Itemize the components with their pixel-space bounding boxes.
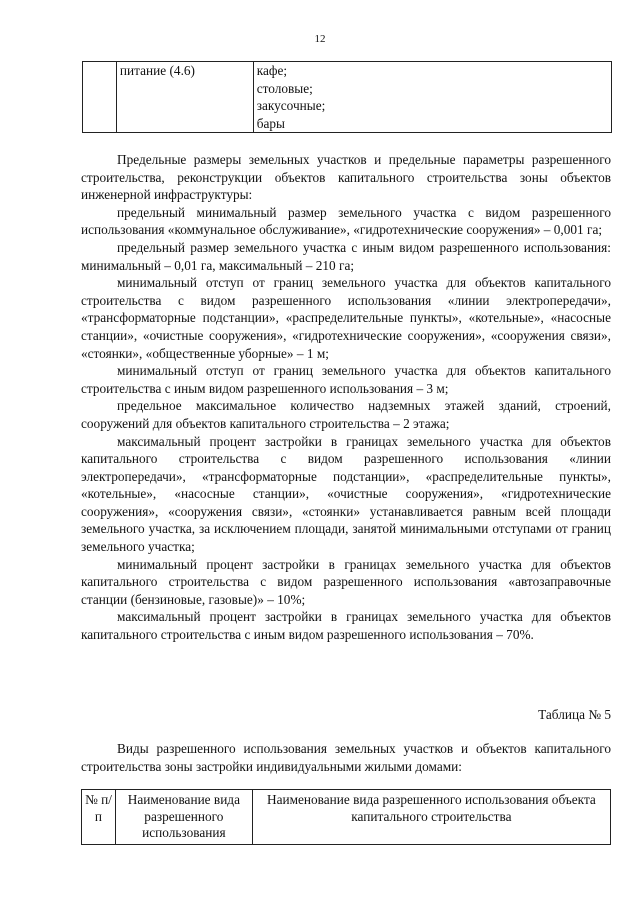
paragraph: максимальный процент застройки в границах земельного участка для объектов капитального строительства с иным видом разрешенного использования – 70%. (81, 609, 611, 643)
column-header-object-type: Наименование вида разрешенного использования объекта капитального строительства (252, 790, 610, 845)
paragraph: предельный размер земельного участка с иным видом разрешенного использования: минимальный – 0,01 га, максимальный – 210 га; (81, 239, 611, 273)
paragraph: минимальный отступ от границ земельного участка для объектов капитального строительства с видом разрешенного использования «линии электропередачи», «трансформаторные подстанции», «распределительные пункты», «котельные», «насосные станции», «очистные сооружения», «гидротехнические сооружения», «сооружения связи», «стоянки», «общественные уборные» – 1 м; (81, 275, 611, 361)
paragraph: минимальный процент застройки в границах земельного участка для объектов капитального строительства с видом разрешенного использования «автозаправочные станции (бензиновые, газовые)» – 10%; (81, 556, 611, 607)
list-item: кафе; (256, 63, 288, 78)
paragraph: Предельные размеры земельных участков и предельные параметры разрешенного строительства, реконструкции объектов капитального строительства зоны объектов инженерной инфраструктуры: (81, 152, 611, 203)
paragraph: предельный минимальный размер земельного участка с видом разрешенного использования «коммунальное обслуживание», «гидротехнические сооружения» – 0,001 га; (81, 204, 611, 238)
uses-table (81, 789, 611, 845)
paragraph: предельное максимальное количество надземных этажей зданий, строений, сооружений для объектов капитального строительства – 2 этажа; (81, 398, 611, 431)
table-title: Таблица № 5 (538, 707, 611, 722)
table-header-row (82, 790, 611, 845)
page-number: 12 (314, 33, 326, 45)
column-header-use-type: Наименование вида разрешенного использования (115, 790, 252, 845)
paragraph: Виды разрешенного использования земельных участков и объектов капитального строительства зоны застройки индивидуальными жилыми домами: (81, 741, 611, 774)
list-item: столовые; (256, 80, 313, 96)
table-row (83, 62, 612, 133)
table-cell-objects (253, 62, 611, 133)
column-header-number: № п/п (82, 790, 116, 845)
continued-table (82, 61, 612, 133)
paragraph: минимальный отступ от границ земельного участка для объектов капитального строительства с иным видом разрешенного использования – 3 м; (81, 363, 611, 396)
list-item: бары (256, 115, 285, 131)
document-body (81, 151, 611, 644)
paragraph: максимальный процент застройки в границах земельного участка для объектов капитального строительства с видом разрешенного использования «линии электропередачи», «трансформаторные подстанции», «распределительные пункты», «котельные», «насосные станции», «очистные сооружения», «гидротехнические сооружения», «сооружения связи», «стоянки» устанавливается равным всей площади земельного участка, за исключением площади, занятой минимальными отступами от границ земельного участка; (81, 433, 611, 555)
list-item: закусочные; (256, 98, 326, 113)
table-cell-use-type: питание (4.6) (116, 62, 253, 133)
table-cell-number (83, 62, 117, 133)
table-intro (81, 740, 611, 775)
